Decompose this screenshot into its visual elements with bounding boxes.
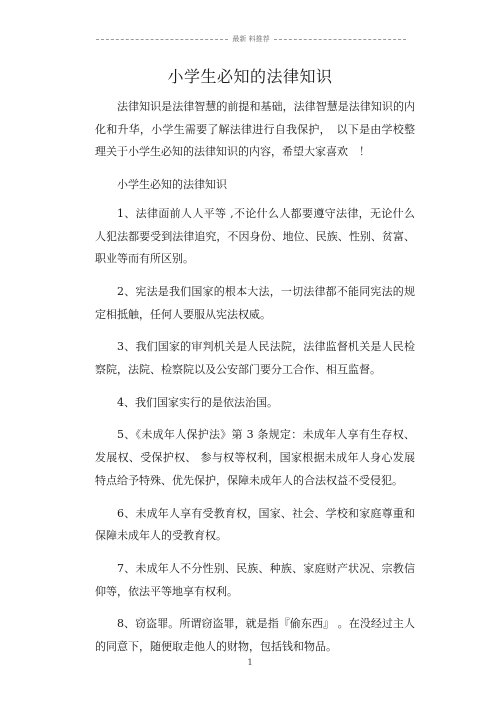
section-subtitle: 小学生必知的法律知识 xyxy=(117,178,227,192)
law-item-6: 6、未成年人享有受教育权，国家、社会、学校和家庭尊重和保障未成年人的受教育权。 xyxy=(95,506,415,543)
law-item-8: 8、窃盗罪。所谓窃盗罪，就是指『偷东西』 。在没经过主人的同意下，随便取走他人的财物，包括钱和物品。 xyxy=(95,617,415,654)
law-item-3: 3、我们国家的审判机关是人民法院，法律监督机关是人民检察院，法院、检察院以及公安部门要分工合作、相互监督。 xyxy=(95,340,415,377)
law-item-1: 1、法律面前人人平等 ,不论什么人都要遵守法律，无论什么人犯法都要受到法律追究，不因身份、地位、民族、性别、贫富、职业等而有所区别。 xyxy=(95,206,415,266)
page-number: 1 xyxy=(247,658,253,667)
header-rule-right xyxy=(274,39,406,40)
law-item-5: 5、《未成年人保护法》第 3 条规定：未成年人享有生存权、发展权、受保护权、 参与权等权利，国家根据未成年人身心发展特点给予特殊、优先保护，保障未成年人的合法权益不受侵犯。 xyxy=(95,428,415,487)
law-item-2: 2、宪法是我们国家的根本大法，一切法律都不能同宪法的规定相抵触，任何人要服从宪法权威。 xyxy=(95,284,415,321)
document-title: 小学生必知的法律知识 xyxy=(167,67,333,86)
law-item-7: 7、未成年人不分性别、民族、种族、家庭财产状况、宗教信仰等，依法平等地享有权利。 xyxy=(95,561,415,598)
law-item-4: 4、我们国家实行的是依法治国。 xyxy=(117,395,278,409)
page-header xyxy=(96,34,406,44)
document-body xyxy=(95,96,415,669)
intro-paragraph: 法律知识是法律智慧的前提和基础，法律智慧是法律知识的内化和升华，小学生需要了解法律进行自我保护， 以下是由学校整理关于小学生必知的法律知识的内容，希望大家喜欢 ！ xyxy=(95,100,415,159)
header-rule-left xyxy=(96,39,228,40)
header-text: 最新 料推荐 xyxy=(232,35,270,43)
